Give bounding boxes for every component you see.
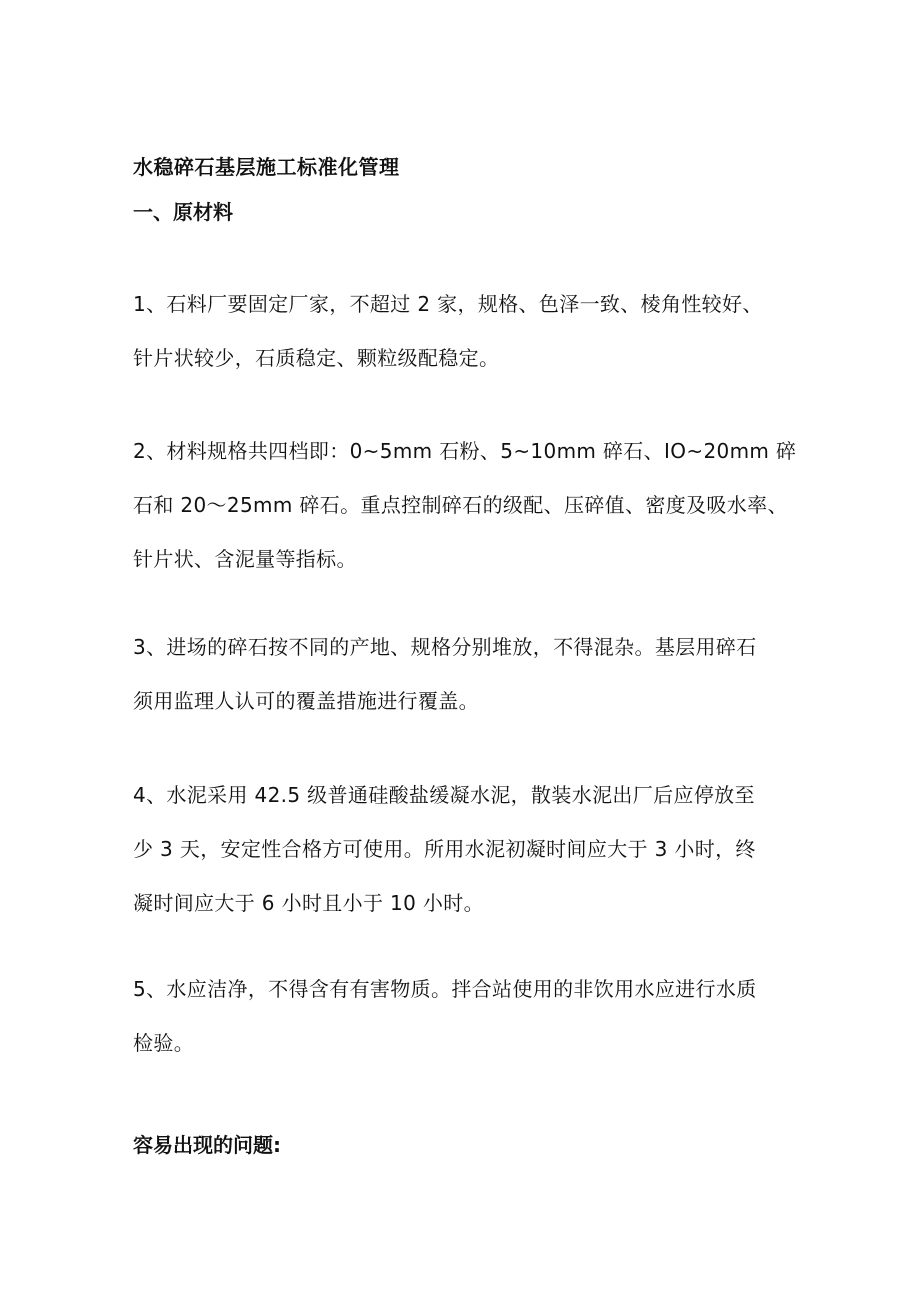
paragraph-line: 须用监理人认可的覆盖措施进行覆盖。: [133, 689, 479, 713]
paragraph-line: 1、石料厂要固定厂家，不超过 2 家，规格、色泽一致、棱角性较好、: [133, 292, 763, 316]
paragraph-line: 5、水应洁净，不得含有有害物质。拌合站使用的非饮用水应进行水质: [133, 977, 757, 1001]
paragraph-line: 凝时间应大于 6 小时且小于 10 小时。: [133, 891, 484, 915]
paragraph-5: [133, 962, 813, 1070]
paragraph-line: 2、材料规格共四档即：0~5mm 石粉、5~10mm 碎石、IO~20mm 碎: [133, 439, 797, 463]
paragraph-line: 少 3 天，安定性合格方可使用。所用水泥初凝时间应大于 3 小时，终: [133, 837, 756, 861]
paragraph-line: 针片状较少，石质稳定、颗粒级配稳定。: [133, 346, 500, 370]
paragraph-4: [133, 768, 813, 930]
paragraph-line: 检验。: [133, 1031, 195, 1055]
paragraph-line: 4、水泥采用 42.5 级普通硅酸盐缓凝水泥，散装水泥出厂后应停放至: [133, 783, 755, 807]
problems-heading: 容易出现的问题:: [133, 1133, 281, 1157]
paragraph-line: 3、进场的碎石按不同的产地、规格分别堆放，不得混杂。基层用碎石: [133, 635, 757, 659]
paragraph-1: [133, 277, 813, 385]
paragraph-line: 石和 20～25mm 碎石。重点控制碎石的级配、压碎值、密度及吸水率、: [133, 493, 788, 517]
document-title: 水稳碎石基层施工标准化管理: [133, 155, 400, 179]
paragraph-2: [133, 424, 813, 586]
paragraph-line: 针片状、含泥量等指标。: [133, 547, 357, 571]
section-heading-raw-materials: 一、原材料: [133, 200, 233, 224]
paragraph-3: [133, 620, 813, 728]
